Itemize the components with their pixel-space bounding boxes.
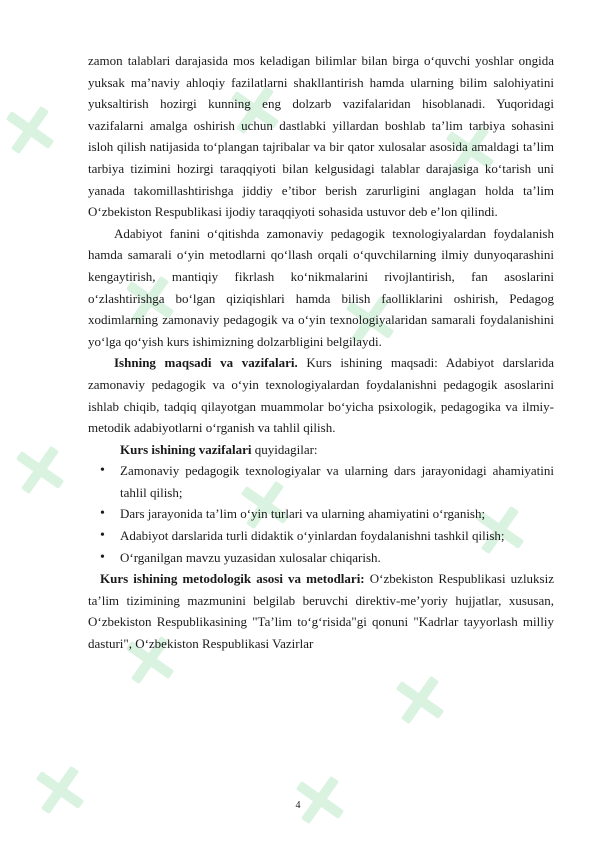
goal-text: Kurs ishining maqsadi: Adabiyot darslarida zamonaviy pedagogik va o‘yin texnologiyalardan foydalanishni pedagogik asoslarini ishlab chiqib, tadqiq qilayotgan muammolar bo‘yicha psixologik, pedagogika va ilmiy-metodik adabiyotlarni o‘rganish va tahlil qilish. xyxy=(88,355,554,436)
tasks-heading: Kurs ishining vazifalari xyxy=(120,441,252,457)
paragraph-methodology xyxy=(88,568,554,654)
list-item: • Adabiyot darslarida turli didaktik o‘yinlardan foydalanishni tashkil qilish; xyxy=(120,525,554,547)
page-number: 4 xyxy=(295,800,301,811)
tasks-intro-text: quyidagilar: xyxy=(251,441,318,457)
paragraph-tasks-intro xyxy=(88,439,554,461)
paragraph-goal xyxy=(88,352,554,438)
paragraph-intro: zamon talablari darajasida mos keladigan bilimlar bilan birga o‘quvchi yoshlar ongida yuksak ma’naviy ahloqiy fazilatlarni shakllantirish hamda ularning bilim salohiyatini yuksaltirish hozirgi kunning eng dolzarb vazifalaridan hisoblanadi. Yuqoridagi vazifalarni amalga oshirish uchun dastlabki yillardan boshlab ta’lim tarbiya sohasini isloh qilish natijasida to‘plangan tajribalar va bir qator xulosalar asosida amaldagi ta’lim tarbiya tizimini hozirgi taraqqiyoti bilan kelgusidagi talablar darajasiga ko‘tarish uni yanada takomillashtirishga jiddiy e’tibor berish zarurligini anglagan holda ta’lim O‘zbekiston Respublikasi ijodiy taraqqiyoti sohasida ustuvor deb e’lon qilindi. xyxy=(88,53,554,220)
paragraph-relevance: Adabiyot fanini o‘qitishda zamonaviy pedagogik texnologiyalardan foydalanish hamda samarali o‘yin metodlarni qo‘llash orqali o‘quvchilarning ilmiy dunyoqarashini kengaytirish, mantiqiy fikrlash ko‘nikmalarini rivojlantirish, fan asoslarini o‘zlashtirishga bo‘lgan qiziqishlari hamda bilish faolliklarini oshirish, Pedagog xodimlarning zamonaviy pedagogik va o‘yin texnologiyalaridan samarali foydalanishini yo‘lga qo‘yish kurs ishimizning dolzarbligini belgilaydi. xyxy=(88,225,554,349)
methodology-text: O‘zbekiston Respublikasi uzluksiz ta’lim tizimining mazmunini belgilab beruvchi direktiv-me’yoriy hujjatlar, xususan, O‘zbekiston Respublikasining "Ta’lim to‘g‘risida"gi qonuni "Kadrlar tayyorlash milliy dasturi", O‘zbekiston Respublikasi Vazirlar xyxy=(88,571,555,652)
document-body xyxy=(88,50,554,655)
goal-heading: Ishning maqsadi va vazifalari. xyxy=(114,355,298,371)
tasks-list xyxy=(88,460,554,568)
methodology-heading: Kurs ishining metodologik asosi va metodlari: xyxy=(100,571,365,587)
list-item: • Zamonaviy pedagogik texnologiyalar va ularning dars jarayonidagi ahamiyatini tahlil qilish; xyxy=(120,460,554,503)
list-item: • Dars jarayonida ta’lim o‘yin turlari va ularning ahamiyatini o‘rganish; xyxy=(120,503,554,525)
list-item: • O‘rganilgan mavzu yuzasidan xulosalar chiqarish. xyxy=(120,547,554,569)
